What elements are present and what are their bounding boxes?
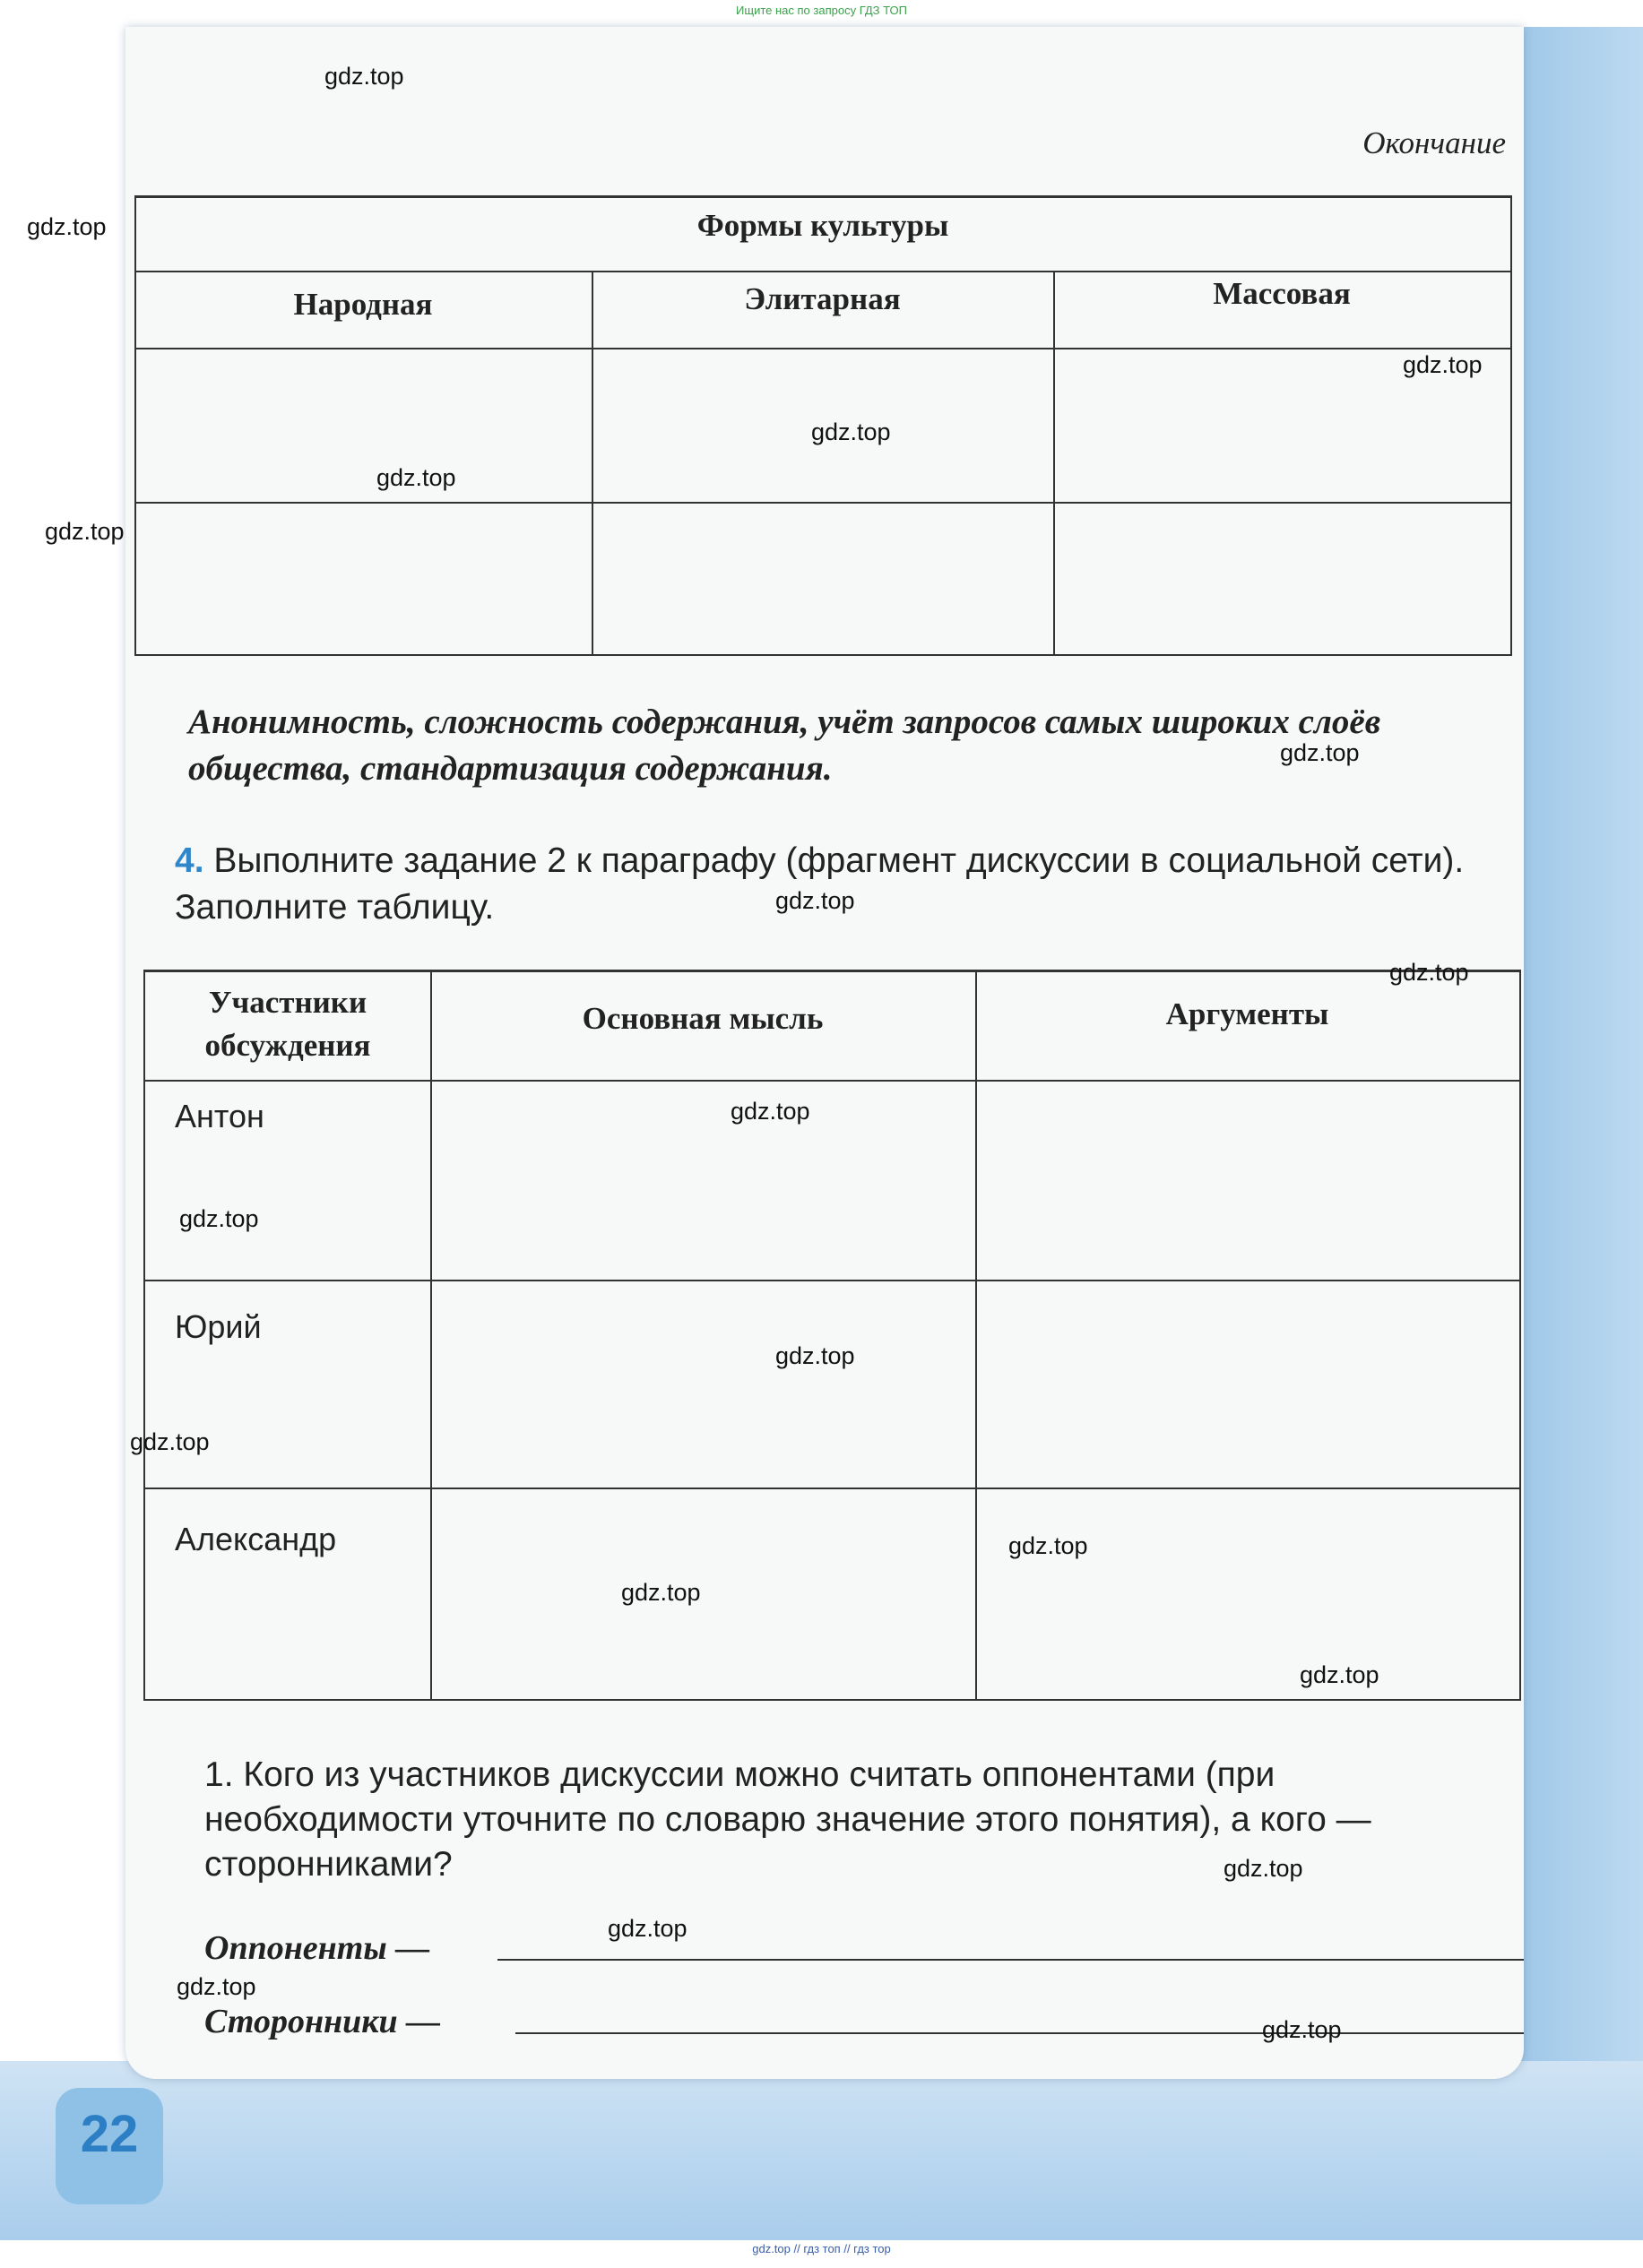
participant-anton: Антон	[175, 1098, 264, 1134]
supporters-label: Сторонники —	[204, 2003, 441, 2040]
mass-culture-features-text: Анонимность, сложность содержания, учёт запросов самых широких слоёв общества, стандартизация содержания.	[188, 703, 1381, 788]
watermark: gdz.top	[1389, 959, 1469, 986]
watermark: gdz.top	[775, 887, 855, 914]
watermark: gdz.top	[811, 418, 891, 445]
bottom-note: gdz.top // гдз топ // гдз тор	[752, 2242, 891, 2255]
watermark: gdz.top	[130, 1428, 210, 1455]
supporters-answer-line	[515, 2032, 1524, 2034]
watermark: gdz.top	[731, 1098, 810, 1125]
page-edge-background	[1506, 27, 1643, 2240]
watermark: gdz.top	[376, 464, 456, 491]
task-4-text: Выполните задание 2 к параграфу (фрагмент дискуссии в социальной сети). Заполните таблицу.	[175, 841, 1465, 927]
task-4-number: 4.	[175, 841, 204, 880]
table2-col-main-idea: Основная мысль	[582, 1001, 824, 1036]
watermark: gdz.top	[1262, 2016, 1342, 2043]
opponents-answer-line	[497, 1959, 1524, 1961]
table1-col-mass: Массовая	[1213, 276, 1351, 311]
participant-yuriy: Юрий	[175, 1308, 262, 1345]
watermark: gdz.top	[1008, 1532, 1088, 1559]
watermark: gdz.top	[179, 1205, 259, 1232]
top-note: Ищите нас по запросу ГДЗ ТОП	[736, 4, 907, 17]
watermark: gdz.top	[621, 1579, 701, 1606]
page-number: 22	[80, 2105, 139, 2163]
watermark: gdz.top	[45, 518, 125, 545]
participant-alexander: Александр	[175, 1521, 337, 1557]
watermark: gdz.top	[1280, 739, 1360, 766]
table1-col-elite: Элитарная	[744, 281, 901, 316]
watermark: gdz.top	[324, 63, 404, 90]
table2-col-arguments: Аргументы	[1165, 996, 1329, 1031]
ending-label: Окончание	[1362, 125, 1506, 160]
watermark: gdz.top	[1224, 1855, 1303, 1882]
watermark: gdz.top	[27, 213, 107, 240]
watermark: gdz.top	[608, 1915, 687, 1942]
watermark: gdz.top	[775, 1342, 855, 1369]
watermark: gdz.top	[177, 1973, 256, 2000]
table1-header: Формы культуры	[696, 208, 949, 243]
watermark: gdz.top	[1300, 1661, 1379, 1688]
task-4	[175, 838, 1510, 931]
question-1: 1. Кого из участников дискуссии можно считать оппонентами (при необходимости уточните по словарю значение этого понятия), а кого — сторонниками?	[204, 1755, 1371, 1884]
table1-col-folk: Народная	[293, 287, 433, 322]
opponents-label: Оппоненты —	[204, 1929, 430, 1967]
watermark: gdz.top	[1403, 351, 1483, 378]
page-bottom-background	[0, 2061, 1643, 2240]
table2-col-participants: Участники обсуждения	[204, 985, 371, 1063]
